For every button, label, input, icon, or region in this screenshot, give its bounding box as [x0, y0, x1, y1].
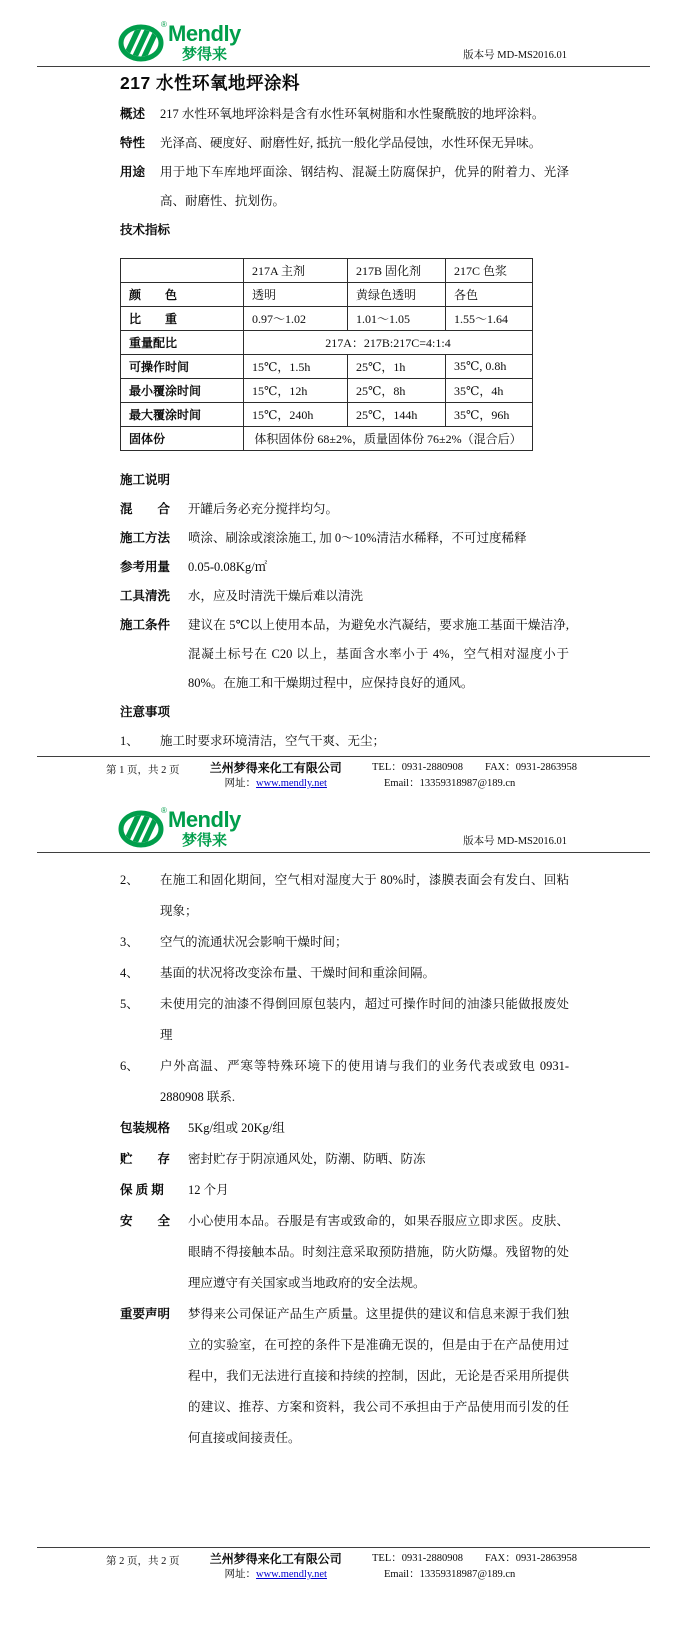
note-text: 在施工和固化期间，空气相对湿度大于 80%时，漆膜表面会有发白、回粘现象； — [160, 873, 569, 918]
website-link[interactable]: www.mendly.net — [256, 1569, 327, 1580]
table-cell: 15℃，12h — [244, 379, 348, 403]
email-label: Email：13359318987@189.cn — [384, 778, 516, 789]
note-text: 未使用完的油漆不得倒回原包装内，超过可操作时间的油漆只能做报废处理 — [160, 997, 569, 1042]
info-row-label: 包装规格 — [120, 1121, 171, 1135]
table-cell: 25℃，8h — [348, 379, 446, 403]
table-header-cell: 217B 固化剂 — [348, 259, 446, 283]
construction-heading: 施工说明 — [120, 473, 171, 487]
table-row-label: 最大覆涂时间 — [121, 403, 244, 427]
intro-row-text: 217 水性环氧地坪涂料是含有水性环氧树脂和水性聚酰胺的地坪涂料。 — [160, 107, 545, 121]
table-cell: 15℃，240h — [244, 403, 348, 427]
info-row-text: 小心使用本品。吞服是有害或致命的，如果吞服应立即求医。皮肤、眼睛不得接触本品。时刻注意采取预防措施，防火防爆。残留物的处理应遵守有关国家或当地政府的安全法规。 — [188, 1214, 569, 1290]
website-row — [210, 1568, 342, 1582]
table-row — [121, 331, 533, 355]
construction-row-label: 参考用量 — [120, 560, 171, 574]
page1-header — [0, 0, 687, 63]
table-row — [121, 427, 533, 451]
registered-mark: ® — [161, 20, 167, 29]
construction-row-label: 混 合 — [120, 502, 171, 516]
table-row-label: 固体份 — [121, 427, 244, 451]
info-row — [0, 1113, 687, 1144]
intro-section — [0, 100, 687, 216]
table-header-row — [121, 259, 533, 283]
table-cell: 各色 — [446, 283, 533, 307]
table-row-label: 比 重 — [121, 307, 244, 331]
document-page-2 — [0, 782, 687, 1638]
construction-row-text: 喷涂、刷涂或滚涂施工, 加 0～10%清洁水稀释，不可过度稀释 — [188, 531, 527, 545]
info-row — [0, 1144, 687, 1175]
info-row-label: 安 全 — [120, 1214, 171, 1228]
construction-row-label: 施工方法 — [120, 531, 171, 545]
info-row — [0, 1299, 687, 1454]
info-row — [0, 1175, 687, 1206]
note-number: 4、 — [120, 966, 139, 980]
table-cell: 25℃，1h — [348, 355, 446, 379]
note-item — [0, 727, 687, 756]
tech-spec-table — [120, 258, 533, 451]
info-row-label: 保 质 期 — [120, 1183, 164, 1197]
table-row — [121, 379, 533, 403]
info-section — [0, 1113, 687, 1454]
website-link[interactable]: www.mendly.net — [256, 778, 327, 789]
table-cell: 1.01～1.05 — [348, 307, 446, 331]
info-row — [0, 1206, 687, 1299]
table-cell: 35℃，4h — [446, 379, 533, 403]
construction-row-label: 工具清洗 — [120, 589, 171, 603]
construction-row-text: 0.05-0.08Kg/㎡ — [188, 560, 268, 574]
page-title: 217 水性环氧地坪涂料 — [120, 73, 301, 93]
version-label: 版本号 MD-MS2016.01 — [463, 836, 567, 847]
note-number: 2、 — [120, 873, 139, 887]
construction-row-label: 施工条件 — [120, 618, 171, 632]
fax-label: FAX：0931-2863958 — [485, 1553, 577, 1564]
table-cell: 15℃，1.5h — [244, 355, 348, 379]
note-text: 户外高温、严寒等特殊环境下的使用请与我们的业务代表或致电 0931-2880908 联系. — [160, 1059, 569, 1104]
note-item — [0, 989, 687, 1051]
table-row-label: 可操作时间 — [121, 355, 244, 379]
info-row-label: 重要声明 — [120, 1307, 171, 1321]
brand-name-cn: 梦得来 — [182, 46, 228, 63]
construction-row-text: 开罐后务必充分搅拌均匀。 — [188, 502, 339, 516]
tech-heading: 技术指标 — [120, 223, 171, 237]
construction-row-text: 建议在 5℃以上使用本品，为避免水汽凝结，要求施工基面干燥洁净, 混凝土标号在 C20 以上，基面含水率小于 4%，空气相对湿度小于 80%。在施工和干燥期过程中，应保持良好的通风。 — [188, 618, 569, 690]
construction-row — [0, 524, 687, 553]
header-rule — [37, 852, 650, 853]
table-span-cell: 体积固体份 68±2%，质量固体份 76±2%（混合后） — [244, 427, 533, 451]
company-name: 兰州梦得来化工有限公司 — [209, 1552, 342, 1566]
page2-footer — [0, 1547, 687, 1638]
construction-row-text: 水，应及时清洗干燥后难以清洗 — [188, 589, 364, 603]
info-row-text: 梦得来公司保证产品生产质量。这里提供的建议和信息来源于我们独立的实验室，在可控的条件下是准确无误的，但是由于在产品使用过程中，我们无法进行直接和持续的控制，因此，无论是否采用所提供的建议、推荐、方案和资料，我公司不承担由于产品使用而引发的任何直接或间接责任。 — [188, 1307, 569, 1445]
construction-section — [0, 495, 687, 698]
brand-name: Mendly — [168, 807, 241, 832]
website-label: 网址： — [224, 778, 257, 789]
info-row-text: 5Kg/组或 20Kg/组 — [188, 1121, 285, 1135]
info-row-text: 密封贮存于阴凉通风处，防潮、防晒、防冻 — [188, 1152, 426, 1166]
table-cell: 透明 — [244, 283, 348, 307]
note-number: 1、 — [120, 734, 139, 748]
page-number-label: 第 2 页，共 2 页 — [106, 1556, 180, 1567]
info-row-text: 12 个月 — [188, 1183, 229, 1197]
page-number-label: 第 1 页，共 2 页 — [106, 765, 180, 776]
mendly-logo — [118, 16, 268, 63]
table-cell: 35℃, 0.8h — [446, 355, 533, 379]
table-cell: 35℃，96h — [446, 403, 533, 427]
website-label: 网址： — [224, 1569, 257, 1580]
table-row — [121, 403, 533, 427]
mendly-logo — [118, 802, 268, 849]
construction-row — [0, 495, 687, 524]
intro-row-label: 特性 — [120, 136, 146, 150]
note-number: 5、 — [120, 997, 139, 1011]
tel-label: TEL：0931-2880908 — [372, 1553, 464, 1564]
construction-row — [0, 582, 687, 611]
intro-row-text: 用于地下车库地坪面涂、钢结构、混凝土防腐保护，优异的附着力、光泽高、耐磨性、抗划伤。 — [160, 165, 569, 208]
table-row-label: 重量配比 — [121, 331, 244, 355]
version-label: 版本号 MD-MS2016.01 — [463, 50, 567, 61]
table-row — [121, 283, 533, 307]
note-number: 3、 — [120, 935, 139, 949]
table-cell: 1.55～1.64 — [446, 307, 533, 331]
tel-label: TEL：0931-2880908 — [372, 762, 464, 773]
note-item — [0, 927, 687, 958]
table-row-label: 最小覆涂时间 — [121, 379, 244, 403]
intro-row-label: 概述 — [120, 107, 146, 121]
table-cell: 25℃，144h — [348, 403, 446, 427]
construction-row — [0, 611, 687, 698]
fax-label: FAX：0931-2863958 — [485, 762, 577, 773]
table-header-cell — [121, 259, 244, 283]
note-item — [0, 865, 687, 927]
intro-row — [0, 158, 687, 216]
intro-row — [0, 129, 687, 158]
table-row — [121, 355, 533, 379]
registered-mark: ® — [161, 806, 167, 815]
table-row — [121, 307, 533, 331]
table-span-cell: 217A：217B:217C=4:1:4 — [244, 331, 533, 355]
table-cell: 黄绿色透明 — [348, 283, 446, 307]
note-number: 6、 — [120, 1059, 139, 1073]
construction-row — [0, 553, 687, 582]
document-page-1 — [0, 0, 687, 789]
page2-header — [0, 782, 687, 849]
intro-row — [0, 100, 687, 129]
email-label: Email：13359318987@189.cn — [384, 1569, 516, 1580]
footer-contact-block — [372, 1552, 577, 1582]
table-header-cell: 217A 主剂 — [244, 259, 348, 283]
note-text: 施工时要求环境清洁，空气干爽、无尘； — [160, 734, 386, 748]
company-name: 兰州梦得来化工有限公司 — [209, 761, 342, 775]
info-row-label: 贮 存 — [120, 1152, 171, 1166]
notes-list-page2 — [0, 865, 687, 1113]
header-rule — [37, 66, 650, 67]
notes-list-page1 — [0, 727, 687, 756]
table-row-label: 颜 色 — [121, 283, 244, 307]
notes-heading: 注意事项 — [120, 705, 171, 719]
intro-row-label: 用途 — [120, 165, 146, 179]
intro-row-text: 光泽高、硬度好、耐磨性好, 抵抗一般化学品侵蚀，水性环保无异味。 — [160, 136, 542, 150]
note-text: 空气的流通状况会影响干燥时间； — [160, 935, 348, 949]
note-item — [0, 1051, 687, 1113]
table-cell: 0.97～1.02 — [244, 307, 348, 331]
brand-name-cn: 梦得来 — [182, 832, 228, 849]
note-item — [0, 958, 687, 989]
note-text: 基面的状况将改变涂布量、干燥时间和重涂间隔。 — [160, 966, 436, 980]
table-header-cell: 217C 色浆 — [446, 259, 533, 283]
brand-name: Mendly — [168, 21, 241, 46]
footer-company-block — [210, 1552, 342, 1582]
